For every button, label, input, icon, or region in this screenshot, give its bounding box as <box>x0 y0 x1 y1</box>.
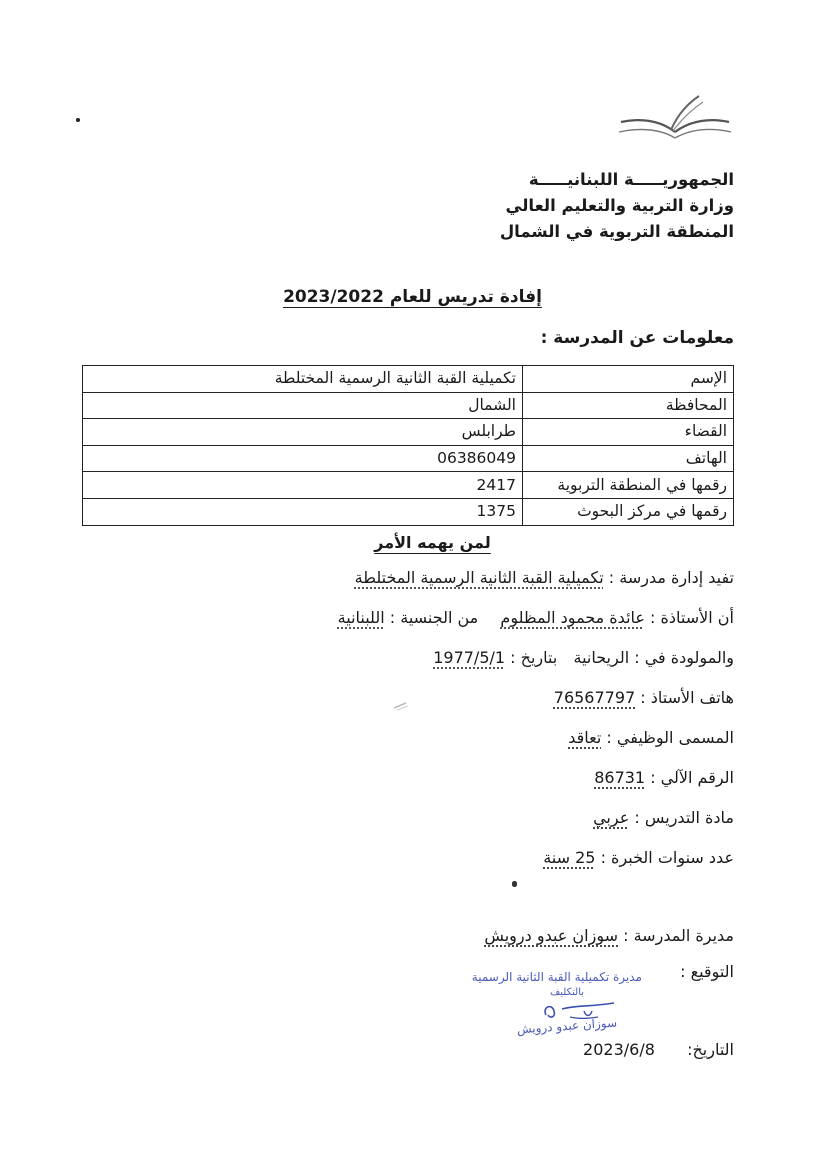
stamp-title: مديرة تكميلية القبة الثانية الرسمية <box>471 970 642 984</box>
table-value: تكميلية القبة الثانية الرسمية المختلطة <box>83 366 523 393</box>
director-label: مديرة المدرسة : <box>623 926 734 945</box>
table-row <box>83 472 734 499</box>
nationality-label: من الجنسية : <box>389 608 479 627</box>
nationality-value: اللبنانية <box>337 608 385 627</box>
stamp-assignment: بالتكليف <box>549 987 585 998</box>
header-republic: الجمهوريـــــة اللبنانيـــــة <box>528 170 734 189</box>
signature-scribble <box>540 997 620 1023</box>
table-label: المحافظة <box>523 392 734 419</box>
scan-smudge <box>392 700 410 712</box>
table-value: 2417 <box>83 472 523 499</box>
id-label: الرقم الآلي : <box>650 768 734 787</box>
phone-value: 76567797 <box>553 688 636 707</box>
phone-label: هاتف الأستاذ : <box>640 688 734 707</box>
date-label: التاريخ: <box>687 1040 734 1059</box>
table-row <box>83 498 734 525</box>
teacher-line <box>338 608 734 627</box>
header-ministry: وزارة التربية والتعليم العالي <box>505 196 734 215</box>
birth-date-label: بتاريخ : <box>510 648 558 667</box>
table-label: الهاتف <box>523 445 734 472</box>
birth-date-value: 1977/5/1 <box>433 648 506 667</box>
job-title-value: تعاقد <box>568 728 602 747</box>
birth-line <box>433 648 734 667</box>
job-title-line <box>568 728 734 747</box>
table-row <box>83 392 734 419</box>
experience-line <box>543 848 734 867</box>
job-title-label: المسمى الوظيفي : <box>606 728 734 747</box>
school-info-table <box>82 365 734 526</box>
school-admin-line <box>355 568 734 587</box>
subject-line <box>593 808 734 827</box>
subject-label: مادة التدريس : <box>634 808 734 827</box>
table-value: طرابلس <box>83 419 523 446</box>
table-label: رقمها في المنطقة التربوية <box>523 472 734 499</box>
header-region: المنطقة التربوية في الشمال <box>499 222 734 241</box>
id-line <box>594 768 734 787</box>
table-value: الشمال <box>83 392 523 419</box>
experience-value: 25 سنة <box>543 848 596 867</box>
date-value: 2023/6/8 <box>583 1040 655 1059</box>
table-value: 1375 <box>83 498 523 525</box>
school-admin-label: تفيد إدارة مدرسة : <box>608 568 734 587</box>
table-row <box>83 419 734 446</box>
school-info-heading: معلومات عن المدرسة : <box>540 328 734 348</box>
document-title: إفادة تدريس للعام 2023/2022 <box>283 287 542 307</box>
director-line <box>484 926 734 945</box>
to-whom-heading: لمن يهمه الأمر <box>374 533 491 552</box>
table-label: الإسم <box>523 366 734 393</box>
experience-label: عدد سنوات الخبرة : <box>600 848 734 867</box>
id-value: 86731 <box>594 768 646 787</box>
scan-speck <box>76 118 80 122</box>
table-row <box>83 366 734 393</box>
signature-line <box>680 962 734 981</box>
scan-speck <box>512 881 517 887</box>
table-label: رقمها في مركز البحوث <box>523 498 734 525</box>
director-value: سوزان عبدو درويش <box>484 926 619 945</box>
phone-line <box>554 688 734 707</box>
table-value: 06386049 <box>83 445 523 472</box>
table-label: القضاء <box>523 419 734 446</box>
date-line <box>583 1040 734 1059</box>
subject-value: عربي <box>593 808 630 827</box>
birth-label: والمولودة في : الريحانية <box>573 648 734 667</box>
stamp-name: سوزان عبدو درويش <box>516 1015 618 1037</box>
table-row <box>83 445 734 472</box>
teacher-label: أن الأستاذة : <box>650 608 734 627</box>
teacher-value: عائدة محمود المظلوم <box>500 608 645 627</box>
school-admin-value: تكميلية القبة الثانية الرسمية المختلطة <box>354 568 604 587</box>
open-book-logo-icon <box>615 92 735 150</box>
signature-label: التوقيع : <box>680 962 734 981</box>
